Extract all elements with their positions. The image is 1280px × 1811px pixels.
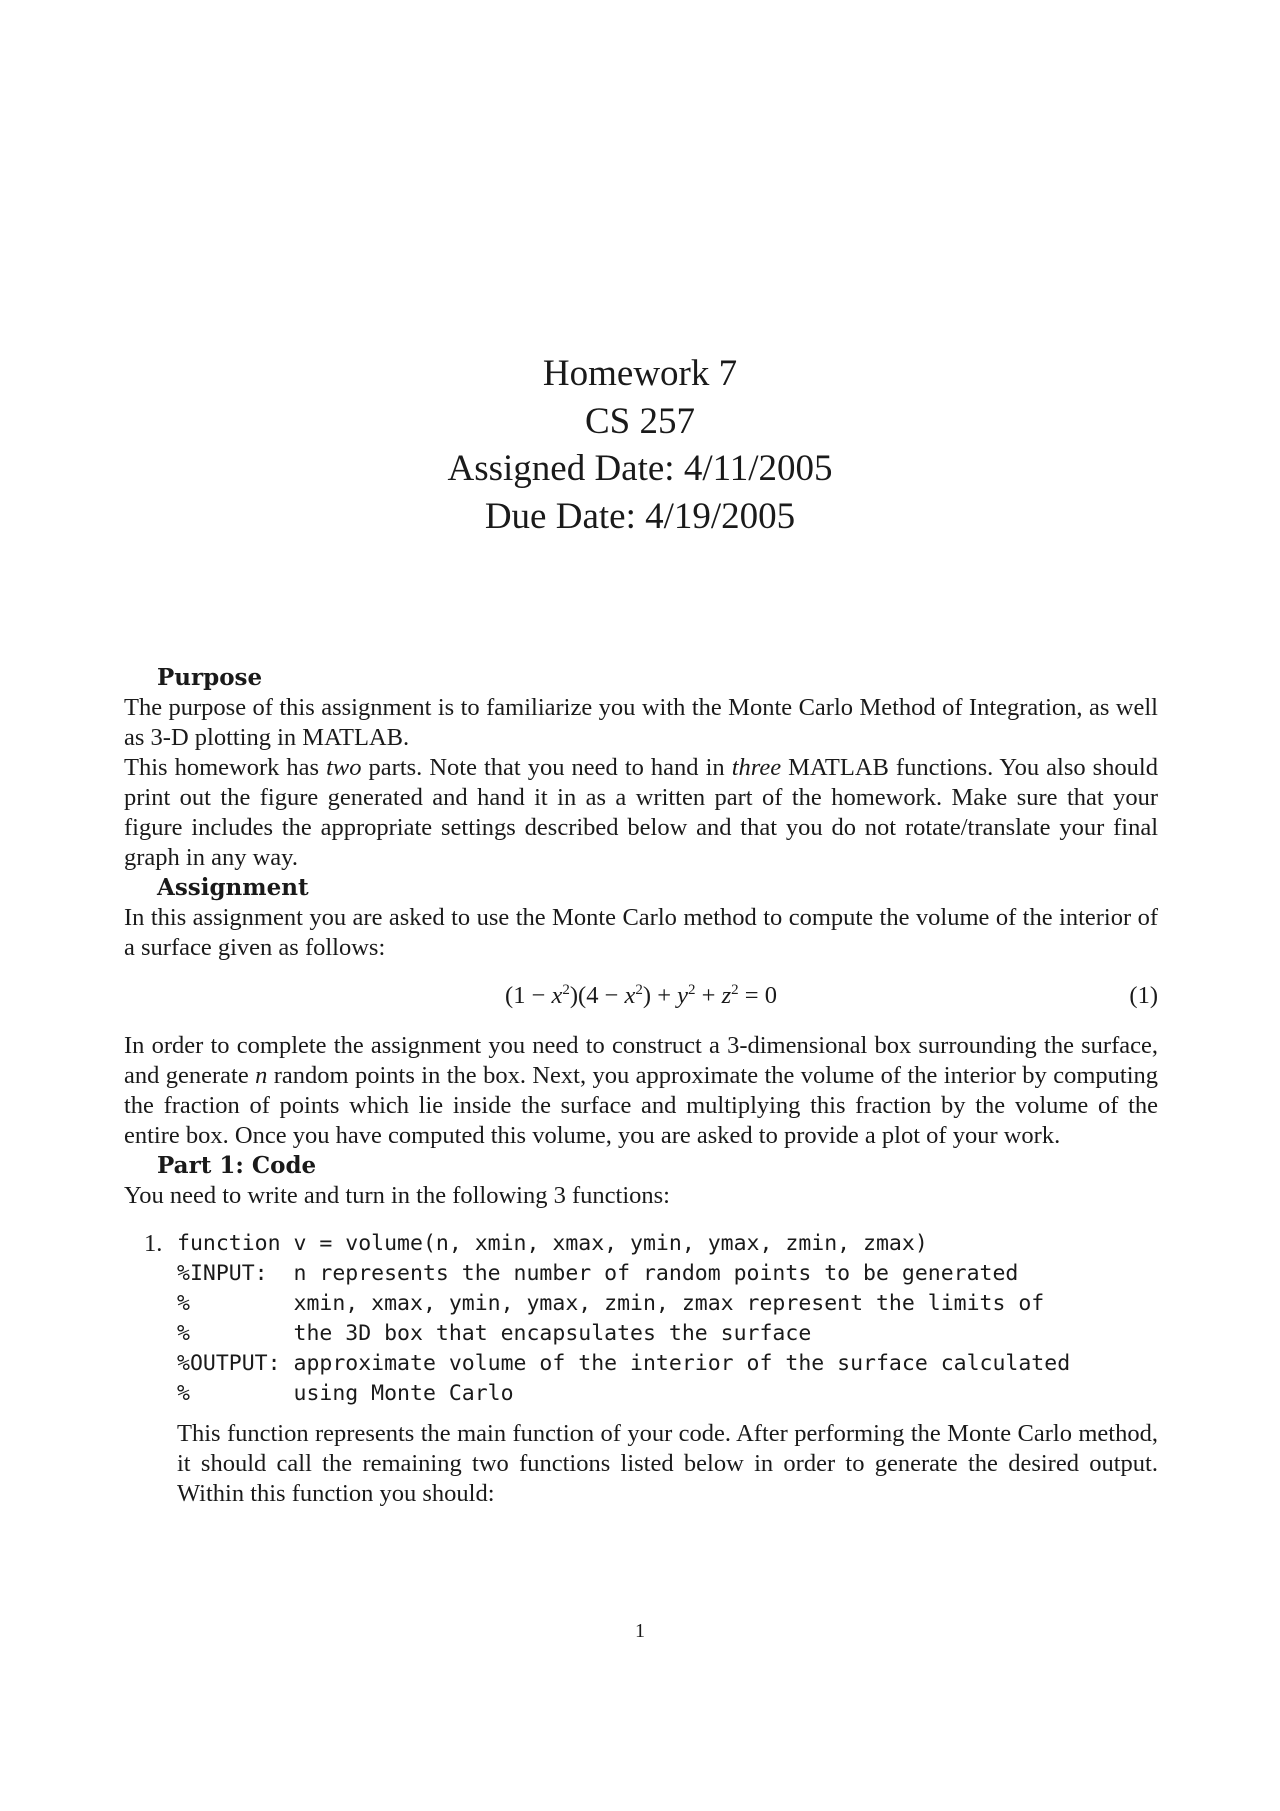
course-code: CS 257 bbox=[584, 400, 695, 442]
assigned-date: Assigned Date: 4/11/2005 bbox=[447, 448, 833, 489]
code-line: %OUTPUT: approximate volume of the interior of the surface calculated bbox=[177, 1351, 1071, 1376]
code-line: function v = volume(n, xmin, xmax, ymin, ymax, zmin, zmax) bbox=[177, 1231, 928, 1256]
function-description: This function represents the main function of your code. After performing the Monte Carlo method, it should call the remaining two functions listed below in order to generate the desired output. Within this function you should: bbox=[177, 1420, 1158, 1507]
code-line: % xmin, xmax, ymin, ymax, zmin, zmax represent the limits of bbox=[177, 1291, 1045, 1316]
variable-n: n bbox=[255, 1062, 268, 1089]
purpose-heading: Purpose bbox=[157, 664, 263, 691]
surface-equation: $(1 - x^2)(4 - x^2) + y^2 + z^2 = 0$ bbox=[505, 981, 777, 1009]
assignment-paragraph-1: In this assignment you are asked to use the Monte Carlo method to compute the volume of the interior of a surface given as follows: bbox=[124, 904, 1158, 961]
code-line: %INPUT: n represents the number of random points to be generated bbox=[177, 1261, 1019, 1286]
part1-heading: Part 1: Code bbox=[157, 1152, 317, 1179]
emphasis-three: three bbox=[731, 754, 782, 781]
emphasis-two: two bbox=[326, 754, 362, 781]
assignment-paragraph-2: In order to complete the assignment you need to construct a 3-dimensional box surrounding the surface, and generate n random points in the box. Next, you approximate the volume of the interior by computing the fraction of points which lie inside the surface and multiplying this fraction by the volume of the entire box. Once you have computed this volume, you are asked to provide a plot of your work. bbox=[124, 1032, 1158, 1149]
purpose-paragraph-1: The purpose of this assignment is to familiarize you with the Monte Carlo Method of Integration, as well as 3-D plotting in MATLAB. bbox=[124, 694, 1158, 751]
homework-title: Homework 7 bbox=[542, 353, 738, 394]
purpose-paragraph-2: This homework has two parts. Note that you need to hand in three MATLAB functions. You also should print out the figure generated and hand it in as a written part of the homework. Make sure that your figure includes the appropriate settings described below and that you do not rotate/translate your final graph in any way. bbox=[124, 754, 1158, 871]
due-date: Due Date: 4/19/2005 bbox=[484, 495, 796, 537]
equation-number: (1) bbox=[1129, 982, 1158, 1009]
code-line: % the 3D box that encapsulates the surface bbox=[177, 1321, 812, 1346]
page-number: 1 bbox=[635, 1620, 645, 1642]
code-line: % using Monte Carlo bbox=[177, 1381, 514, 1406]
title-block bbox=[0, 350, 1280, 540]
assignment-heading: Assignment bbox=[157, 874, 309, 901]
code-block bbox=[177, 1229, 1158, 1409]
list-item-marker: 1. bbox=[144, 1230, 163, 1257]
body-content bbox=[124, 663, 1158, 1509]
part1-paragraph: You need to write and turn in the following 3 functions: bbox=[124, 1182, 670, 1209]
function-list bbox=[124, 1229, 1158, 1509]
equation-row bbox=[124, 981, 1158, 1011]
